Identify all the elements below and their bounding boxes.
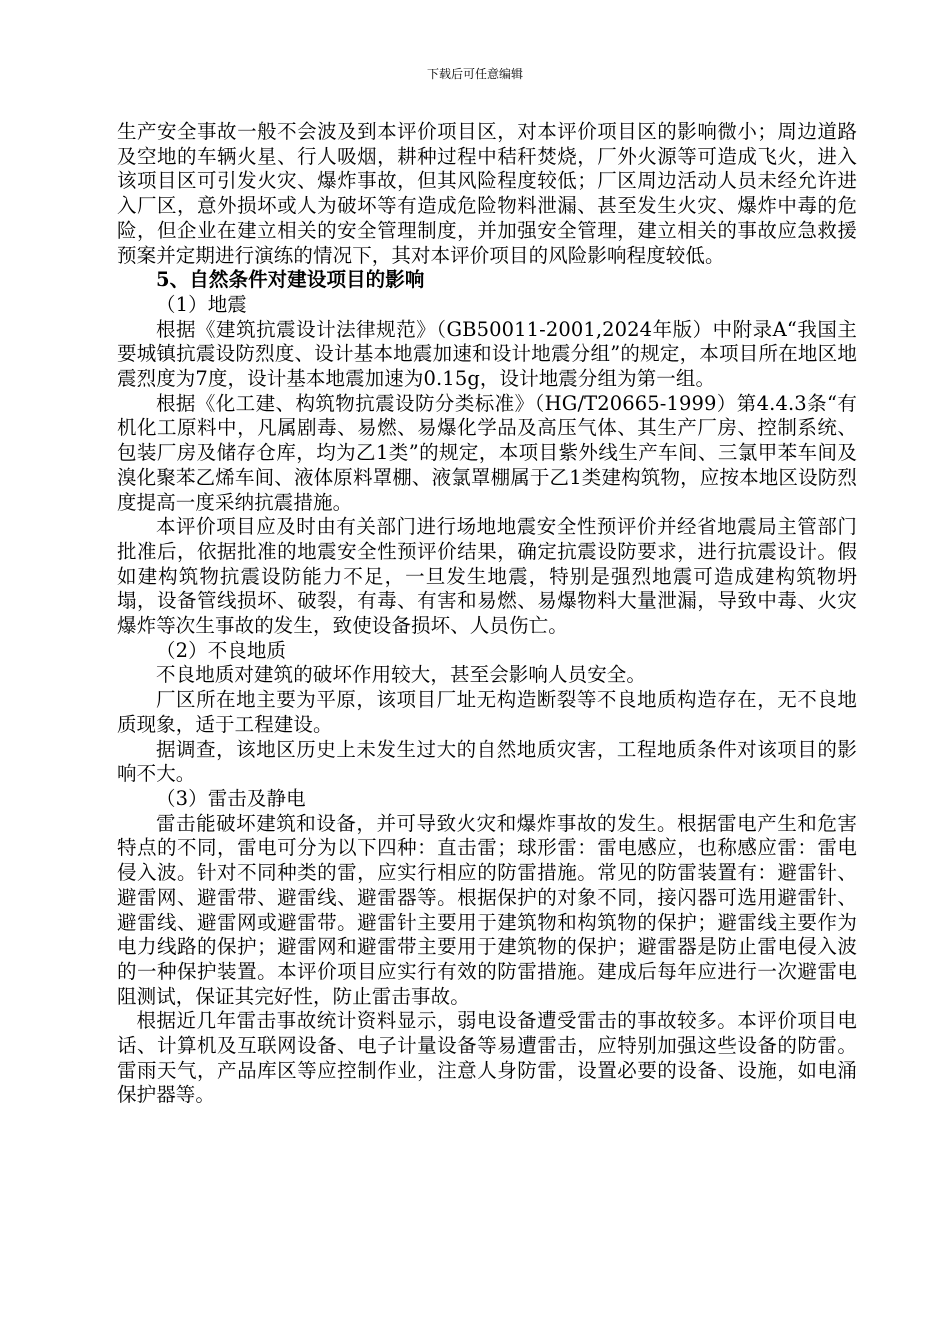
paragraph: 根据近几年雷击事故统计资料显示，弱电设备遭受雷击的事故较多。本评价项目电话、计算机及互联网设备、电子计量设备等易遭雷击，应特别加强这些设备的防雷。雷雨天气，产品库区等应控制作业，注意人身防雷，设置必要的设备、设施，如电涌保护器等。 (117, 1009, 857, 1107)
paragraph: 本评价项目应及时由有关部门进行场地地震安全性预评价并经省地震局主管部门批准后，依据批准的地震安全性预评价结果，确定抗震设防要求，进行抗震设计。假如建构筑物抗震设防能力不足，一旦发生地震，特别是强烈地震可造成建构筑物坍塌，设备管线损坏、破裂，有毒、有害和易燃、易爆物料大量泄漏，导致中毒、火灾爆炸等次生事故的发生，致使设备损坏、人员伤亡。 (117, 515, 857, 638)
paragraph: 厂区所在地主要为平原，该项目厂址无构造断裂等不良地质构造存在，无不良地质现象，适于工程建设。 (117, 688, 857, 736)
paragraph: 生产安全事故一般不会波及到本评价项目区，对本评价项目区的影响微小；周边道路及空地的车辆火星、行人吸烟，耕种过程中秸秆焚烧，厂外火源等可造成飞火，进入该项目区可引发火灾、爆炸事故，但其风险程度较低；厂区周边活动人员未经允许进入厂区，意外损坏或人为破坏等有造成危险物料泄漏、甚至发生火灾、爆炸中毒的危险，但企业在建立相关的安全管理制度，并加强安全管理，建立相关的事故应急救援预案并定期进行演练的情况下，其对本评价项目的风险影响程度较低。 (117, 120, 857, 267)
paragraph: 根据《建筑抗震设计法律规范》（GB50011-2001,2024年版）中附录A“我国主要城镇抗震设防烈度、设计基本地震加速和设计地震分组”的规定，本项目所在地区地震烈度为7度，设计基本地震加速为0.15g，设计地震分组为第一组。 (117, 317, 857, 391)
document-body (117, 120, 857, 1108)
subsection-heading: （1）地震 (156, 292, 247, 316)
paragraph: 雷击能破坏建筑和设备，并可导致火灾和爆炸事故的发生。根据雷电产生和危害特点的不同，雷电可分为以下四种：直击雷；球形雷：雷电感应，也称感应雷：雷电侵入波。针对不同种类的雷，应实行相应的防雷措施。常见的防雷装置有：避雷针、避雷网、避雷带、避雷线、避雷器等。根据保护的对象不同，接闪器可选用避雷针、避雷线、避雷网或避雷带。避雷针主要用于建筑物和构筑物的保护；避雷线主要作为电力线路的保护；避雷网和避雷带主要用于建筑物的保护；避雷器是防止雷电侵入波的一种保护装置。本评价项目应实行有效的防雷措施。建成后每年应进行一次避雷电阻测试，保证其完好性，防止雷击事故。 (117, 811, 857, 1008)
paragraph: 据调查，该地区历史上未发生过大的自然地质灾害，工程地质条件对该项目的影响不大。 (117, 737, 857, 786)
subsection-heading: （2）不良地质 (156, 638, 287, 662)
subsection-heading: （3）雷击及静电 (156, 786, 306, 810)
section-heading: 5、自然条件对建设项目的影响 (156, 268, 425, 292)
paragraph: 不良地质对建筑的破坏作用较大，甚至会影响人员安全。 (156, 663, 647, 687)
paragraph: 根据《化工建、构筑物抗震设防分类标准》（HG/T20665-1999）第4.4.3条“有机化工原料中，凡属剧毒、易燃、易爆化学品及高压气体、其生产厂房、控制系统、包装厂房及储存仓库，均为乙1类”的规定，本项目紫外线生产车间、三氯甲苯车间及溴化聚苯乙烯车间、液体原料罩棚、液氯罩棚属于乙1类建构筑物，应按本地区设防烈度提高一度采纳抗震措施。 (117, 391, 857, 514)
page-header: 下载后可任意编辑 (426, 67, 523, 81)
